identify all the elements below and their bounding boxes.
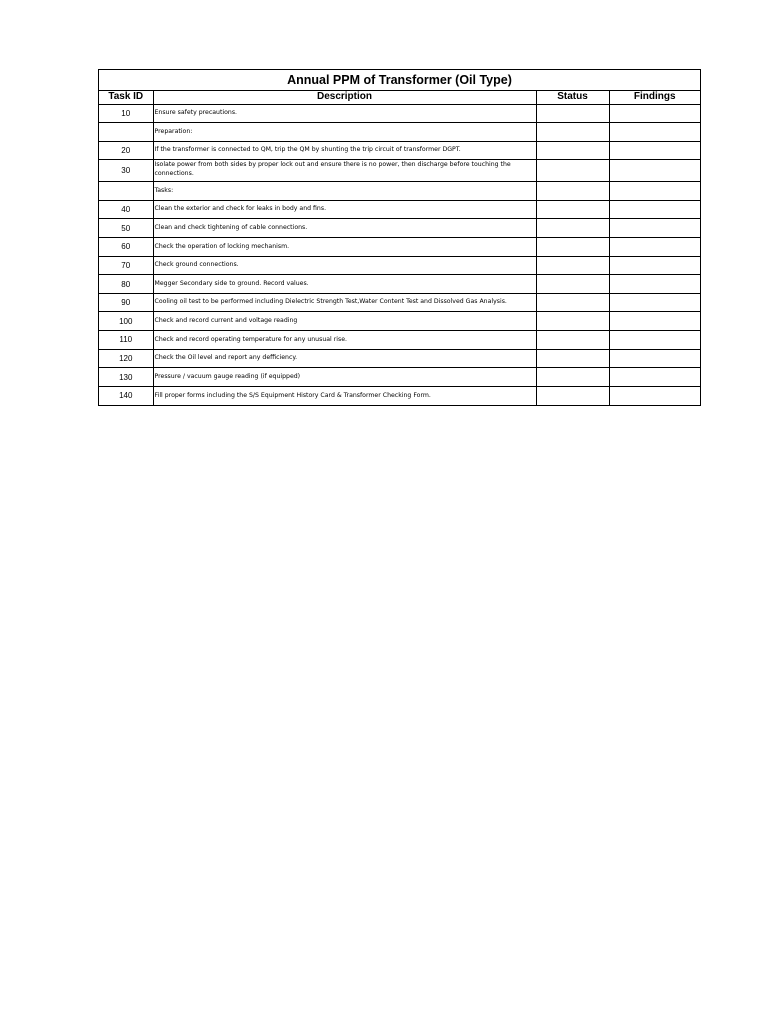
status-cell[interactable] — [536, 368, 609, 387]
table-row — [99, 368, 700, 387]
table-row — [99, 200, 700, 219]
findings-cell[interactable] — [609, 275, 700, 294]
table-row — [99, 219, 700, 238]
status-cell[interactable] — [536, 219, 609, 238]
task-id-cell — [99, 182, 153, 201]
task-id-cell: 70 — [99, 256, 153, 275]
status-cell[interactable] — [536, 238, 609, 257]
table-row — [99, 160, 700, 182]
form-title: Annual PPM of Transformer (Oil Type) — [99, 70, 700, 91]
task-id-cell: 120 — [99, 349, 153, 368]
status-cell[interactable] — [536, 182, 609, 201]
description-cell: If the transformer is connected to QM, trip the QM by shunting the trip circuit of transformer DGPT. — [153, 141, 536, 160]
task-id-cell — [99, 123, 153, 142]
findings-cell[interactable] — [609, 293, 700, 312]
findings-cell[interactable] — [609, 123, 700, 142]
table-row — [99, 238, 700, 257]
findings-cell[interactable] — [609, 141, 700, 160]
table-row — [99, 256, 700, 275]
table-row — [99, 386, 700, 405]
table-row — [99, 331, 700, 350]
description-cell: Fill proper forms including the S/S Equipment History Card & Transformer Checking Form. — [153, 386, 536, 405]
status-cell[interactable] — [536, 200, 609, 219]
table-row — [99, 312, 700, 331]
description-cell: Cooling oil test to be performed including Dielectric Strength Test,Water Content Test and Dissolved Gas Analysis. — [153, 293, 536, 312]
findings-cell[interactable] — [609, 104, 700, 123]
status-cell[interactable] — [536, 141, 609, 160]
description-cell: Check ground connections. — [153, 256, 536, 275]
table-row — [99, 182, 700, 201]
description-cell: Check the operation of locking mechanism. — [153, 238, 536, 257]
status-cell[interactable] — [536, 123, 609, 142]
task-id-cell: 80 — [99, 275, 153, 294]
header-findings: Findings — [609, 91, 700, 104]
description-cell: Check and record current and voltage reading — [153, 312, 536, 331]
task-id-cell: 40 — [99, 200, 153, 219]
findings-cell[interactable] — [609, 200, 700, 219]
status-cell[interactable] — [536, 293, 609, 312]
table-row — [99, 104, 700, 123]
status-cell[interactable] — [536, 312, 609, 331]
findings-cell[interactable] — [609, 386, 700, 405]
header-task-id: Task ID — [99, 91, 153, 104]
task-id-cell: 140 — [99, 386, 153, 405]
description-cell: Megger Secondary side to ground. Record values. — [153, 275, 536, 294]
task-id-cell: 130 — [99, 368, 153, 387]
task-id-cell: 30 — [99, 160, 153, 182]
status-cell[interactable] — [536, 331, 609, 350]
status-cell[interactable] — [536, 104, 609, 123]
description-cell: Check and record operating temperature for any unusual rise. — [153, 331, 536, 350]
table-row — [99, 123, 700, 142]
findings-cell[interactable] — [609, 256, 700, 275]
findings-cell[interactable] — [609, 219, 700, 238]
task-id-cell: 50 — [99, 219, 153, 238]
findings-cell[interactable] — [609, 182, 700, 201]
description-cell: Ensure safety precautions. — [153, 104, 536, 123]
description-cell: Clean and check tightening of cable connections. — [153, 219, 536, 238]
findings-cell[interactable] — [609, 312, 700, 331]
description-cell: Clean the exterior and check for leaks in body and fins. — [153, 200, 536, 219]
table-header-row — [99, 91, 700, 104]
task-id-cell: 10 — [99, 104, 153, 123]
findings-cell[interactable] — [609, 238, 700, 257]
description-cell: Check the Oil level and report any defficiency. — [153, 349, 536, 368]
task-id-cell: 90 — [99, 293, 153, 312]
task-id-cell: 20 — [99, 141, 153, 160]
section-label-cell: Tasks: — [153, 182, 536, 201]
description-cell: Pressure / vacuum gauge reading (if equipped) — [153, 368, 536, 387]
task-table — [99, 91, 700, 405]
findings-cell[interactable] — [609, 160, 700, 182]
table-row — [99, 349, 700, 368]
section-label-cell: Preparation: — [153, 123, 536, 142]
task-id-cell: 100 — [99, 312, 153, 331]
description-cell: Isolate power from both sides by proper lock out and ensure there is no power, then discharge before touching the connections. — [153, 160, 536, 182]
status-cell[interactable] — [536, 256, 609, 275]
task-id-cell: 110 — [99, 331, 153, 350]
table-row — [99, 293, 700, 312]
table-row — [99, 141, 700, 160]
status-cell[interactable] — [536, 386, 609, 405]
status-cell[interactable] — [536, 275, 609, 294]
header-description: Description — [153, 91, 536, 104]
table-row — [99, 275, 700, 294]
findings-cell[interactable] — [609, 331, 700, 350]
task-id-cell: 60 — [99, 238, 153, 257]
findings-cell[interactable] — [609, 368, 700, 387]
findings-cell[interactable] — [609, 349, 700, 368]
status-cell[interactable] — [536, 349, 609, 368]
ppm-checklist-form — [98, 69, 701, 406]
header-status: Status — [536, 91, 609, 104]
status-cell[interactable] — [536, 160, 609, 182]
